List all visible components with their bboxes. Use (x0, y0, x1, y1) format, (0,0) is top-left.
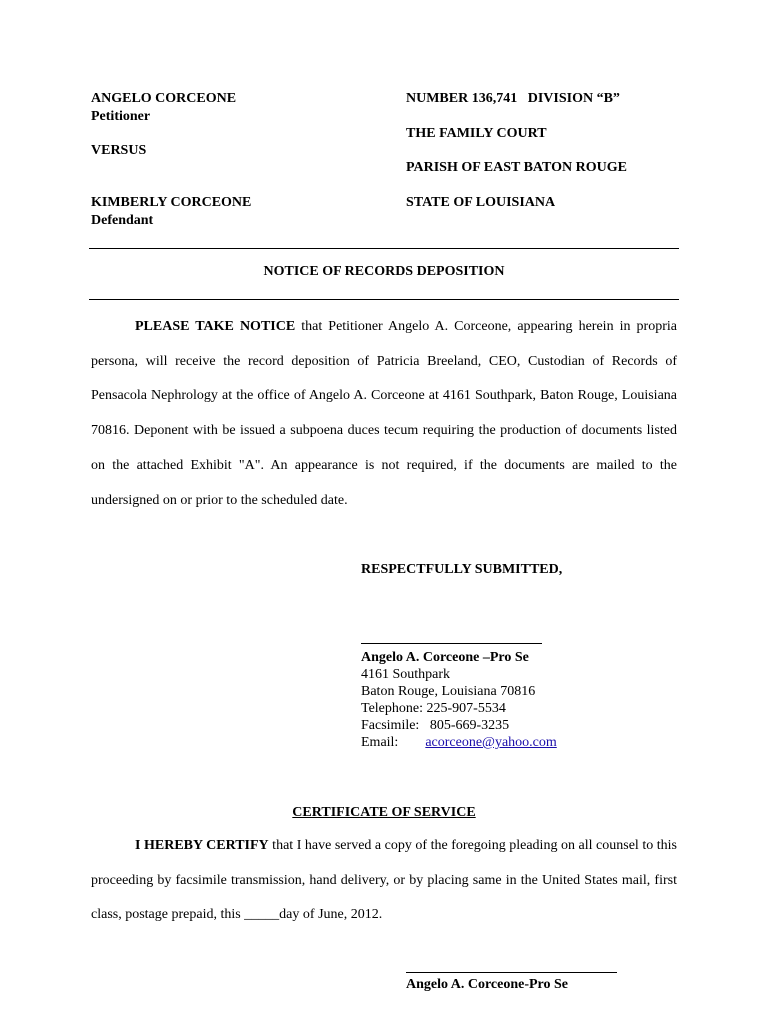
title-rule-top (89, 248, 679, 249)
certificate-body: that I have served a copy of the foregoing pleading on all counsel to this proceeding by facsimile transmission, hand delivery, or by placing same in the United States mail, first class, postage prepaid, this _____day of June, 2012. (91, 838, 677, 923)
certificate-heading: CERTIFICATE OF SERVICE (292, 805, 476, 820)
email-link[interactable]: acorceone@yahoo.com (425, 735, 557, 750)
notice-body: that Petitioner Angelo A. Corceone, appearing herein in propria persona, will receive the record deposition of Patricia Breeland, CEO, Custodian of Records of Pensacola Nephrology at the office of Angelo A. Corceone at 4161 Southpark, Baton Rouge, Louisiana 70816. Deponent with be issued a subpoena duces tecum requiring the production of documents listed on the attached Exhibit "A". An appearance is not required, if the documents are mailed to the undersigned on or prior to the scheduled date. (91, 319, 677, 508)
email-label: Email: (361, 735, 399, 750)
signature-block (361, 649, 557, 751)
petitioner-role: Petitioner (91, 109, 151, 124)
title-rule-bottom (89, 299, 679, 300)
certificate-lead: I HEREBY CERTIFY (135, 838, 269, 853)
versus-label: VERSUS (91, 143, 147, 158)
closing-text: RESPECTFULLY SUBMITTED, (361, 562, 563, 577)
parish-name: PARISH OF EAST BATON ROUGE (406, 160, 627, 175)
signer-telephone: Telephone: 225-907-5534 (361, 701, 506, 716)
court-name: THE FAMILY COURT (406, 126, 547, 141)
certificate-paragraph (91, 829, 677, 933)
state-name: STATE OF LOUISIANA (406, 195, 556, 210)
signer-name: Angelo A. Corceone –Pro Se (361, 650, 529, 665)
document-title: NOTICE OF RECORDS DEPOSITION (263, 264, 505, 279)
signer-address-2: Baton Rouge, Louisiana 70816 (361, 684, 536, 699)
notice-paragraph (91, 310, 677, 518)
defendant-role: Defendant (91, 213, 154, 228)
case-number: NUMBER 136,741 DIVISION “B” (406, 91, 620, 106)
petitioner-name: ANGELO CORCEONE (91, 91, 237, 106)
defendant-name: KIMBERLY CORCEONE (91, 195, 252, 210)
signature-line (361, 643, 542, 644)
certificate-signer: Angelo A. Corceone-Pro Se (406, 977, 569, 992)
signer-address-1: 4161 Southpark (361, 667, 451, 682)
signer-email-row (361, 734, 557, 751)
certificate-signature-line (406, 972, 617, 973)
signer-facsimile: Facsimile: 805-669-3235 (361, 718, 510, 733)
notice-lead: PLEASE TAKE NOTICE (135, 319, 296, 334)
